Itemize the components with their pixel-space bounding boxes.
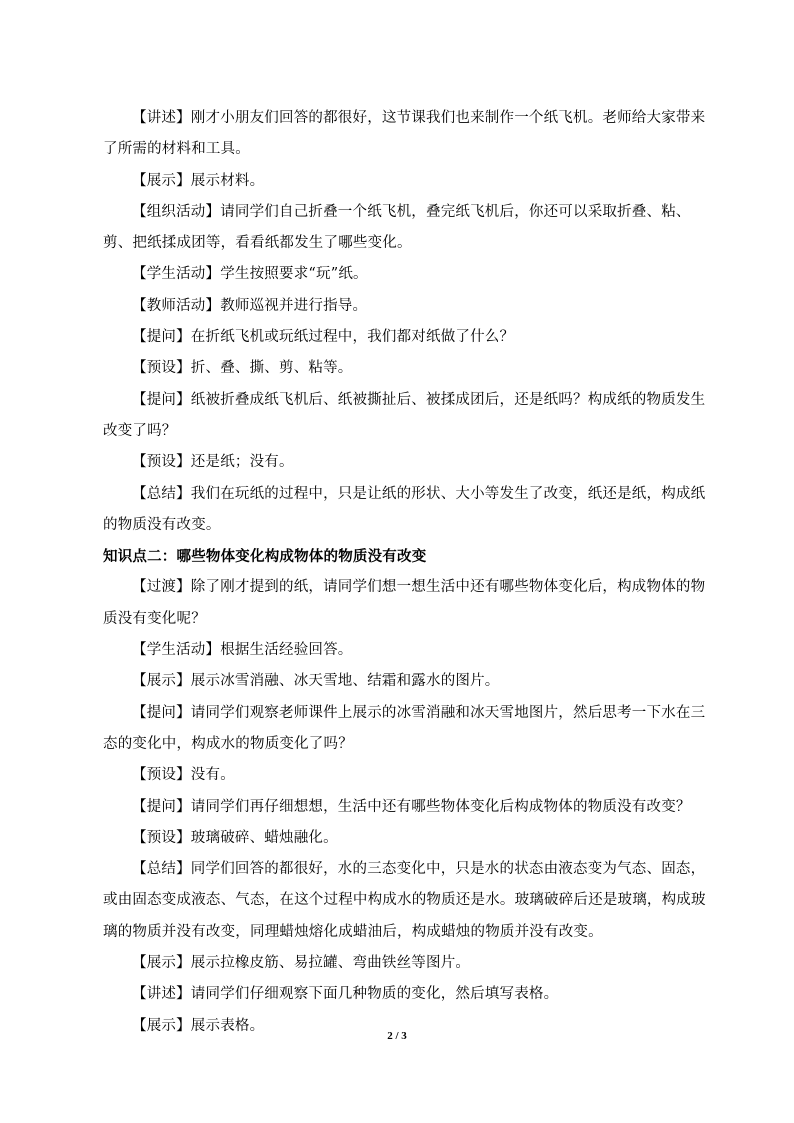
paragraph-preset-4: 【预设】玻璃破碎、蜡烛融化。 xyxy=(132,829,338,846)
paragraph-question-4: 【提问】请同学们再仔细想想，生活中还有哪些物体变化后构成物体的物质没有改变？ xyxy=(132,798,691,815)
paragraph-preset-2: 【预设】还是纸；没有。 xyxy=(132,454,294,471)
paragraph-question-3: 【提问】请同学们观察老师课件上展示的冰雪消融和冰天雪地图片，然后思考一下水在三态的变化中，构成水的物质变化了吗？ xyxy=(103,704,706,752)
paragraph-transition: 【过渡】除了刚才提到的纸，请同学们想一想生活中还有哪些物体变化后，构成物体的物质没有变化呢？ xyxy=(103,579,706,627)
paragraph-question-2: 【提问】纸被折叠成纸飞机后、纸被撕扯后、被揉成团后，还是纸吗？构成纸的物质发生改变了吗？ xyxy=(103,391,706,439)
paragraph-lecture-1: 【讲述】刚才小朋友们回答的都很好，这节课我们也来制作一个纸飞机。老师给大家带来了所需的材料和工具。 xyxy=(103,110,706,158)
paragraph-lecture-2: 【讲述】请同学们仔细观察下面几种物质的变化，然后填写表格。 xyxy=(132,986,559,1003)
paragraph-show-3: 【展示】展示拉橡皮筋、易拉罐、弯曲铁丝等图片。 xyxy=(132,955,471,972)
paragraph-student-activity-2: 【学生活动】根据生活经验回答。 xyxy=(132,642,353,659)
paragraph-preset-1: 【预设】折、叠、撕、剪、粘等。 xyxy=(132,360,353,377)
paragraph-organize-activity: 【组织活动】请同学们自己折叠一个纸飞机，叠完纸飞机后，你还可以采取折叠、粘、剪、把纸揉成团等，看看纸都发生了哪些变化。 xyxy=(103,203,691,252)
paragraph-teacher-activity: 【教师活动】教师巡视并进行指导。 xyxy=(132,297,368,314)
document-body xyxy=(103,103,715,1042)
page-number: 2 / 3 xyxy=(387,1030,407,1042)
paragraph-question-1: 【提问】在折纸飞机或玩纸过程中，我们都对纸做了什么？ xyxy=(132,329,515,346)
paragraph-summary-2: 【总结】同学们回答的都很好，水的三态变化中，只是水的状态由液态变为气态、固态，或由固态变成液态、气态，在这个过程中构成水的物质还是水。玻璃破碎后还是玻璃，构成玻璃的物质并没有改变，同理蜡烛熔化成蜡油后，构成蜡烛的物质并没有改变。 xyxy=(103,861,706,940)
paragraph-show-2: 【展示】展示冰雪消融、冰天雪地、结霜和露水的图片。 xyxy=(132,673,500,690)
paragraph-summary-1: 【总结】我们在玩纸的过程中，只是让纸的形状、大小等发生了改变，纸还是纸，构成纸的物质没有改变。 xyxy=(103,485,706,533)
paragraph-show-4: 【展示】展示表格。 xyxy=(132,1017,265,1034)
paragraph-show-1: 【展示】展示材料。 xyxy=(132,172,265,189)
paragraph-student-activity-1: 【学生活动】学生按照要求“玩”纸。 xyxy=(132,266,368,283)
section-heading: 知识点二：哪些物体变化构成物体的物质没有改变 xyxy=(103,548,427,566)
paragraph-preset-3: 【预设】没有。 xyxy=(132,767,235,784)
